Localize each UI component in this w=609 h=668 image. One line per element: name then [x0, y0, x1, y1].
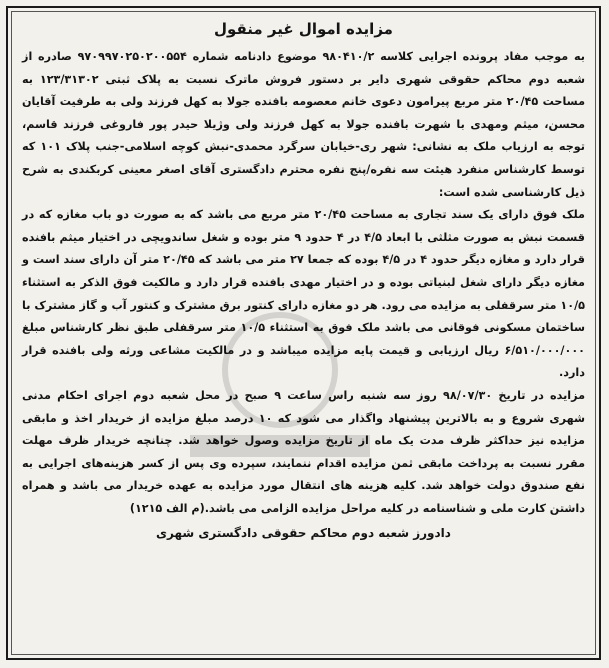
notice-frame: [6, 6, 601, 660]
notice-title: مزایده اموال غیر منقول: [214, 20, 393, 38]
paragraph-case-details: به موجب مفاد پرونده اجرایی کلاسه ۹۸۰۴۱۰/۲ موضوع دادنامه شماره ۹۷۰۹۹۷۰۲۵۰۲۰۰۵۵۴ صادره از شعبه دوم محاکم حقوقی شهری دایر بر دستور فروش ماترک نسبت به پلاک ثبتی ۱۲۳/۳۱۳۰۲ به مساحت ۲۰/۴۵ متر مربع پیرامون دعوی خانم معصومه بافنده جولا به کهل فرزند ولی به طرفیت آقایان محسن، میثم ومهدی با شهرت بافنده جولا به کهل فرزند ولی وژیلا حیدر پور فاروغی فرزند قاسم، توجه به ارزیاب ملک به نشانی: شهر ری-خیابان سرگرد محمدی-نبش کوچه اسلامی-جنب پلاک ۱۰۱ که توسط کارشناس منفرد هیئت سه نفره/پنج نفره محترم دادگستری آقای اصغر معینی کربکندی به شرح ذیل کارشناسی شده است:: [22, 50, 585, 199]
paragraph-auction-terms: مزایده در تاریخ ۹۸/۰۷/۳۰ روز سه شنبه راس ساعت ۹ صبح در محل شعبه دوم اجرای احکام مدنی شهری شروع و به بالاترین پیشنهاد واگذار می شود که ۱۰ درصد مبلغ مزایده از خریدار اخذ و مابقی مزایده نیز حداکثر ظرف مدت یک ماه از تاریخ مزایده وصول خواهد شد. چنانچه خریدار ظرف مهلت مقرر نسبت به پرداخت مابقی ثمن مزایده اقدام ننمایند، سپرده وی پس از کسر هزینه‌های اجرایی به نفع صندوق دولت خواهد شد. کلیه هزینه های انتقال مورد مزایده به عهده خریدار می باشد و همراه داشتن کارت ملی و شناسنامه در کلیه مراحل مزایده الزامی می باشد.(م الف ۱۲۱۵): [22, 388, 585, 515]
paragraph-property-description: ملک فوق دارای یک سند تجاری به مساحت ۲۰/۴۵ متر مربع می باشد که به صورت دو باب مغازه که در قسمت نبش به صورت مثلثی با ابعاد ۴/۵ در ۴ حدود ۹ متر بوده و شغل ساندویچی در اختیار میثم بافنده قرار دارد و مغازه دیگر حدود ۴ در ۴/۵ بوده که جمعا ۲۷ متر می باشد که ۲۰/۴۵ متر آن دارای سند است و مغازه دیگر دارای شغل لبنیاتی بوده و در اختیار مهدی بافنده قرار دارد و مالکیت فوق الذکر به استثناء ۱۰/۵ متر سرقفلی به مزایده می رود. هر دو مغازه دارای کنتور برق مشترک و کنتور آب و گاز مشترک با ساختمان مسکونی فوقانی می باشد ملک فوق به استثناء ۱۰/۵ متر سرقفلی طبق نظر کارشناس مبلغ ۶/۵۱۰/۰۰۰/۰۰۰ ریال ارزیابی و قیمت پایه مزایده میباشد و در مالکیت مشاعی ورثه ولی بافنده قرار دارد.: [22, 208, 585, 380]
signature-line: دادورز شعبه دوم محاکم حقوقی دادگستری شهری: [156, 526, 451, 541]
